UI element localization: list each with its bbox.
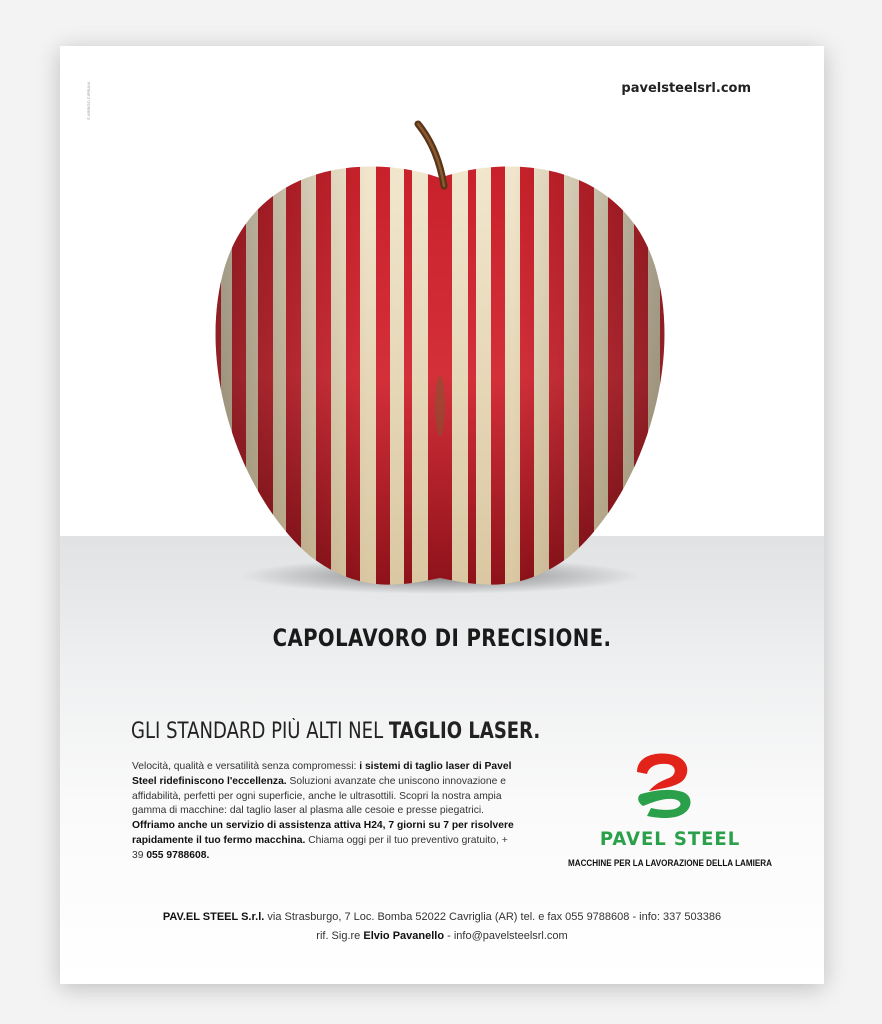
footer-ref-name: Elvio Pavanello xyxy=(363,930,445,942)
footer-address: via Strasburgo, 7 Loc. Bomba 52022 Cavriglia (AR) tel. e fax 055 9788608 - info: 337 503386 xyxy=(264,911,722,923)
body-p1-bold: i sistemi di taglio laser di Pavel Steel ridefiniscono l'eccellenza. xyxy=(132,761,512,787)
photo-credit: © ARRIGO CIPRIANI xyxy=(86,81,91,120)
body-p2-bold: Offriamo anche un servizio di assistenza attiva H24, 7 giorni su 7 per risolvere rapidamente il tuo fermo macchina. xyxy=(132,820,514,846)
advertisement-page xyxy=(60,46,824,984)
subheadline-light: GLI STANDARD PIÙ ALTI NEL xyxy=(131,719,389,744)
pavel-steel-mark-icon xyxy=(631,750,695,820)
logo-tagline: MACCHINE PER LA LAVORAZIONE DELLA LAMIERA xyxy=(567,858,772,868)
footer-email[interactable]: - info@pavelsteelsrl.com xyxy=(444,930,568,942)
footer-company: PAV.EL STEEL S.r.l. xyxy=(162,911,265,923)
logo-wordmark: PAVEL STEEL xyxy=(599,828,741,850)
footer-line-1 xyxy=(60,908,824,927)
body-p1: Velocità, qualità e versatilità senza compromessi: xyxy=(132,761,360,772)
subheadline xyxy=(131,719,540,744)
body-p2: Soluzioni avanzate che uniscono innovazione e affidabilità, perfetti per ogni superficie, anche le ultrasottili. Scopri la nostra ampia gamma di macchine: dal taglio laser al plasma alle cesoie e presse piegatrici. xyxy=(132,775,506,817)
footer-ref-prefix: rif. Sig.re xyxy=(316,930,364,942)
body-copy xyxy=(132,760,522,864)
subheadline-bold: TAGLIO LASER. xyxy=(388,719,541,744)
sliced-apple-image xyxy=(200,116,680,606)
footer-contacts xyxy=(60,908,824,946)
pavel-steel-logo xyxy=(565,746,775,876)
apple-illustration xyxy=(200,116,680,606)
headline: CAPOLAVORO DI PRECISIONE. xyxy=(272,624,612,652)
body-phone[interactable]: 055 9788608. xyxy=(146,849,210,861)
website-url[interactable]: pavelsteelsrl.com xyxy=(621,81,751,96)
footer-line-2 xyxy=(60,927,824,946)
body-p3: Chiama oggi per il tuo preventivo gratuito, + 39 xyxy=(132,834,508,861)
